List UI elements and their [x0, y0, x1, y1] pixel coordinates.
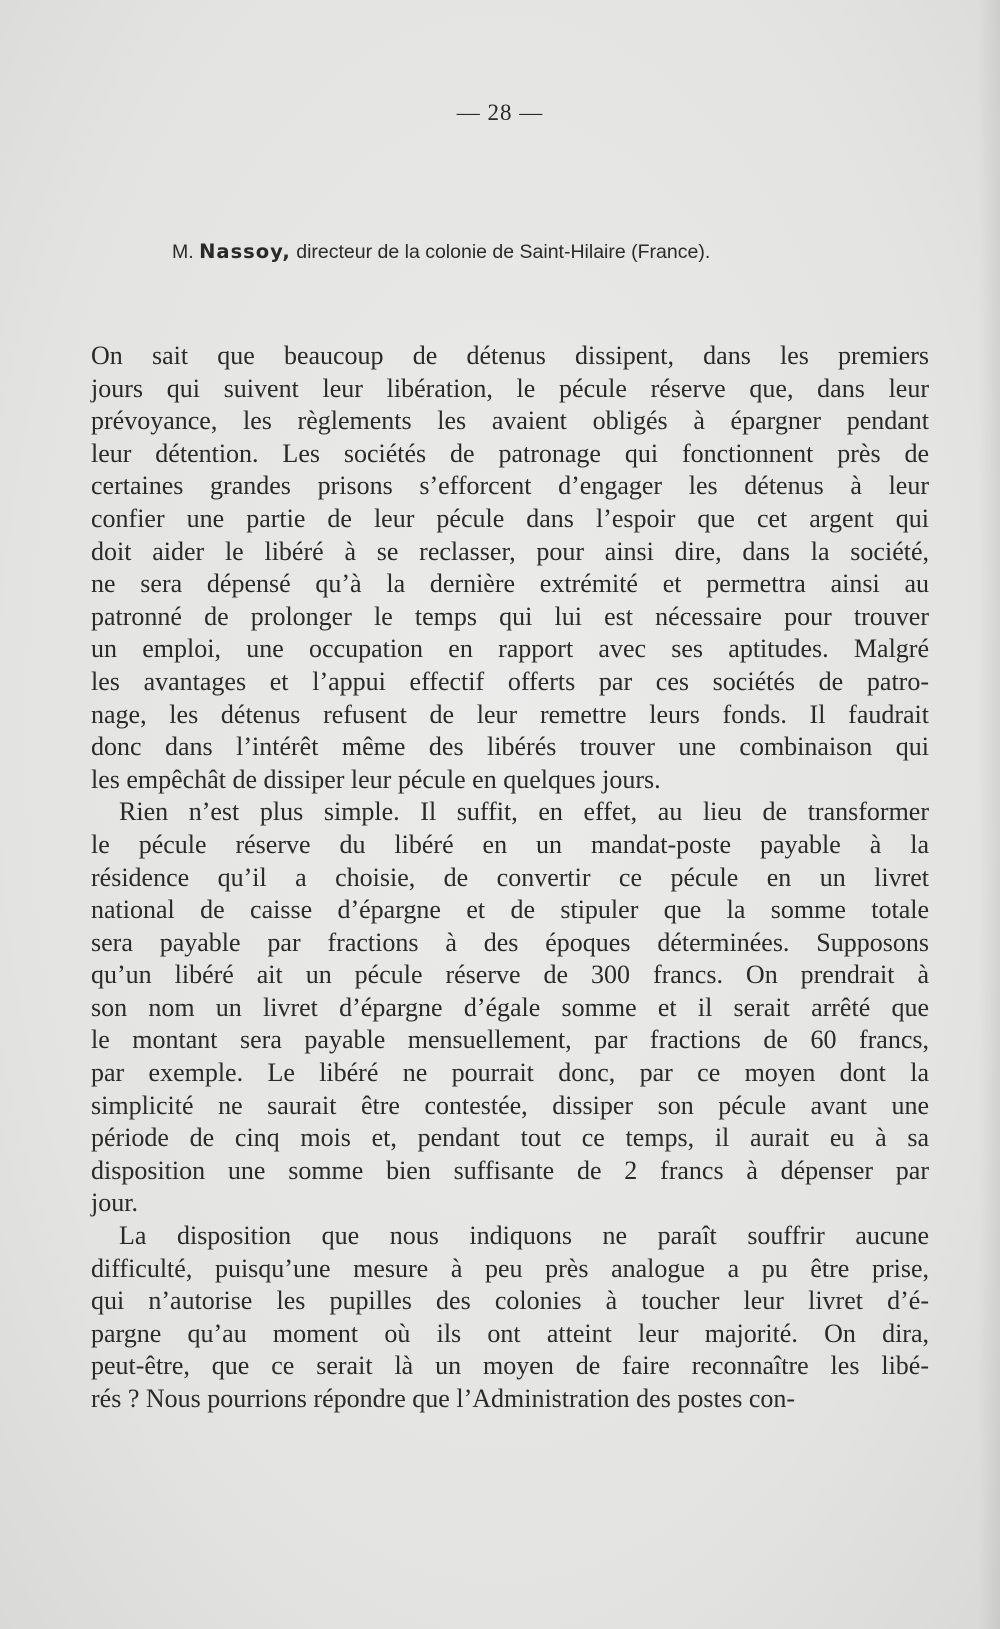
text-line: sera payable par fractions à des époques déterminées. Supposons — [91, 927, 929, 957]
text-line: pargne qu’au moment où ils ont atteint leur majorité. On dira, — [91, 1318, 929, 1348]
text-line: le montant sera payable mensuellement, par fractions de 60 francs, — [91, 1025, 929, 1055]
text-line: prévoyance, les règlements les avaient obligés à épargner pendant — [91, 406, 929, 436]
body-text — [91, 340, 929, 1416]
text-line: résidence qu’il a choisie, de convertir ce pécule en un livret — [91, 862, 929, 892]
text-line: difficulté, puisqu’une mesure à peu près analogue a pu être prise, — [91, 1253, 929, 1283]
speaker-name: Nassoy, — [199, 240, 291, 263]
text-line: patronné de prolonger le temps qui lui est nécessaire pour trouver — [91, 601, 929, 631]
text-line: un emploi, une occupation en rapport avec ses aptitudes. Malgré — [91, 634, 929, 664]
text-line: jours qui suivent leur libération, le pécule réserve que, dans leur — [91, 373, 929, 403]
text-line: national de caisse d’épargne et de stipuler que la somme totale — [91, 895, 929, 925]
speaker-title: directeur de la colonie de Saint-Hilaire (France). — [296, 241, 711, 263]
text-line: qu’un libéré ait un pécule réserve de 300 francs. On prendrait à — [91, 960, 929, 990]
text-line: qui n’autorise les pupilles des colonies à toucher leur livret d’é- — [91, 1286, 929, 1316]
text-line: La disposition que nous indiquons ne paraît souffrir aucune — [119, 1221, 929, 1251]
text-line: nage, les détenus refusent de leur remettre leurs fonds. Il faudrait — [91, 699, 929, 729]
page-spine-shadow — [978, 0, 1000, 1629]
text-line: période de cinq mois et, pendant tout ce temps, il aurait eu à sa — [91, 1123, 929, 1153]
text-line: disposition une somme bien suffisante de 2 francs à dépenser par — [91, 1155, 929, 1185]
text-line: les empêchât de dissiper leur pécule en quelques jours. — [91, 764, 661, 794]
paragraph — [91, 1220, 929, 1416]
text-line: les avantages et l’appui effectif offerts par ces sociétés de patro- — [91, 666, 929, 696]
text-line: le pécule réserve du libéré en un mandat-poste payable à la — [91, 829, 929, 859]
text-line: doit aider le libéré à se reclasser, pour ainsi dire, dans la société, — [91, 536, 929, 566]
speaker-heading — [172, 240, 932, 264]
speaker-prefix: M. — [172, 241, 194, 263]
text-line: par exemple. Le libéré ne pourrait donc, par ce moyen dont la — [91, 1058, 929, 1088]
text-line: ne sera dépensé qu’à la dernière extrémité et permettra ainsi au — [91, 569, 929, 599]
text-line: donc dans l’intérêt même des libérés trouver une combinaison qui — [91, 732, 929, 762]
text-line: On sait que beaucoup de détenus dissipent, dans les premiers — [91, 341, 929, 370]
text-line: simplicité ne saurait être contestée, dissiper son pécule avant une — [91, 1090, 929, 1120]
text-line: leur détention. Les sociétés de patronage qui fonctionnent près de — [91, 438, 929, 468]
text-line: son nom un livret d’épargne d’égale somme et il serait arrêté que — [91, 992, 929, 1022]
text-line: peut-être, que ce serait là un moyen de faire reconnaître les libé- — [91, 1351, 929, 1381]
paragraph — [91, 796, 929, 1220]
page-number: — 28 — — [456, 100, 544, 125]
text-line: jour. — [91, 1188, 138, 1218]
paragraph — [91, 340, 929, 796]
text-line: Rien n’est plus simple. Il suffit, en effet, au lieu de transformer — [119, 797, 929, 827]
text-line: rés ? Nous pourrions répondre que l’Administration des postes con- — [91, 1384, 796, 1413]
text-line: certaines grandes prisons s’efforcent d’engager les détenus à leur — [91, 471, 929, 501]
text-line: confier une partie de leur pécule dans l’espoir que cet argent qui — [91, 503, 929, 533]
